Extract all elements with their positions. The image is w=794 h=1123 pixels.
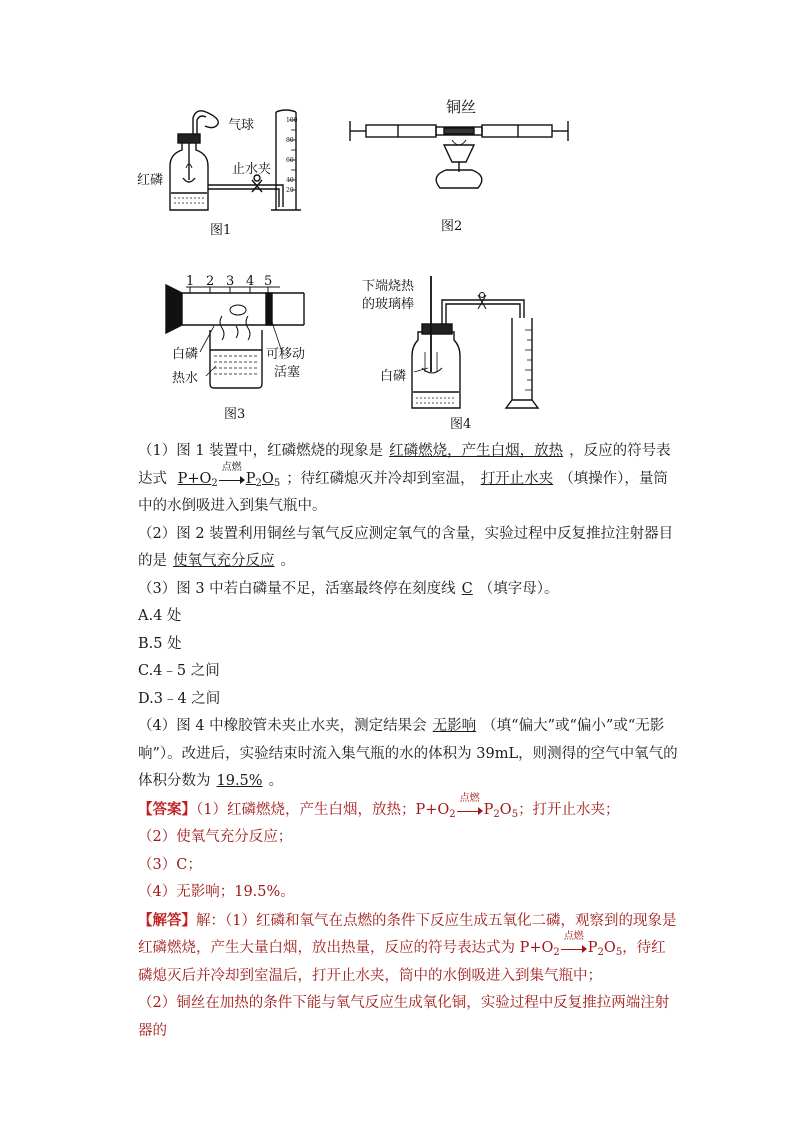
fig4-rod-label-1: 下端烧热 xyxy=(362,279,415,294)
figure-2 xyxy=(350,121,568,188)
reaction-arrow: 点燃 xyxy=(219,471,245,485)
fig3-scale-4: 4 xyxy=(246,274,255,289)
fig1-tick: 20 xyxy=(286,187,294,194)
fig3-scale-5: 5 xyxy=(264,274,273,289)
fig3-white-phosphorus-label: 白磷 xyxy=(172,347,199,362)
fig4-rod-label-2: 的玻璃棒 xyxy=(362,297,415,312)
answer-line-4: （4）无影响；19.5%。 xyxy=(138,884,295,900)
answer-tag: 【答案】 xyxy=(138,800,196,818)
analysis-paragraph: 【解答】解：（1）红磷和氧气在点燃的条件下反应生成五氧化二磷，观察到的现象是红磷燃烧，产生大量白烟，放出热量，反应的符号表达式为 $P+O_2$ 点燃 $P_2O_5$，待红磷熄灭后并冷却到室温后，打开止水夹，筒中的水倒吸进入到集气瓶中； xyxy=(138,911,677,984)
fig1-balloon-label: 气球 xyxy=(228,118,255,133)
fig1-tick: 80 xyxy=(286,137,294,144)
fig3-scale-3: 3 xyxy=(226,274,235,289)
question-2: （2）图 2 装置利用铜丝与氧气反应测定氧气的含量，实验过程中反复推拉注射器目的是 使氧气充分反应 。 xyxy=(138,525,674,569)
fig1-caption: 图1 xyxy=(210,223,232,238)
figure-4 xyxy=(412,276,538,408)
reaction-arrow: 点燃 xyxy=(457,802,483,816)
q3-option-a: A.4 处 xyxy=(138,608,182,624)
q1-blank-operation: 打开止水夹 xyxy=(480,470,554,487)
question-3: （3）图 3 中若白磷量不足，活塞最终停在刻度线 C （填字母）。 xyxy=(138,580,559,597)
answer-line-3: （3）C； xyxy=(138,856,202,873)
q3-option-c: C.4﹣5 之间 xyxy=(138,663,220,679)
question-4: （4）图 4 中橡胶管未夹止水夹，测定结果会 无影响 （填“偏大”或“偏小”或“无影响”）。改进后，实验结束时流入集气瓶的水的体积为 39mL，则测得的空气中氧气的体积分数为 19.5% 。 xyxy=(138,718,678,789)
fig4-caption: 图4 xyxy=(450,417,472,432)
experiment-figures xyxy=(0,0,794,440)
fig3-piston-label-2: 活塞 xyxy=(274,365,301,380)
analysis-tag: 【解答】 xyxy=(138,911,196,929)
fig3-caption: 图3 xyxy=(224,407,246,422)
fig1-phosphorus-label: 红磷 xyxy=(137,173,164,188)
answer-line-2: （2）使氧气充分反应； xyxy=(138,829,293,845)
question-1: （1）图 1 装置中，红磷燃烧的现象是 红磷燃烧，产生白烟，放热 ，反应的符号表达式 $P+O_2$ 点燃 $P_2O_5$ ；待红磷熄灭并冷却到室温， 打开止水夹 （填操作），量筒中的水倒吸进入到集气瓶中。 xyxy=(138,443,671,514)
fig1-tick: 60 xyxy=(286,157,294,164)
fig1-tick: 40 xyxy=(286,177,294,184)
q4-blank-effect: 无影响 xyxy=(432,718,477,734)
q3-option-d: D.3﹣4 之间 xyxy=(138,690,221,707)
q3-option-b: B.5 处 xyxy=(138,635,182,652)
q3-blank: C xyxy=(461,580,473,597)
analysis-paragraph-2: （2）铜丝在加热的条件下能与氧气反应生成氧化铜，实验过程中反复推拉两端注射器的 xyxy=(138,995,670,1039)
q1-blank-equation: $P+O_2$ 点燃 $P_2O_5$ xyxy=(177,461,281,489)
q4-blank-fraction: 19.5% xyxy=(216,773,263,789)
fig2-copper-label: 铜丝 xyxy=(446,98,477,116)
question-content xyxy=(138,438,678,1045)
fig3-scale-2: 2 xyxy=(206,274,215,289)
fig3-piston-label-1: 可移动 xyxy=(266,347,306,362)
q2-blank: 使氧气充分反应 xyxy=(173,553,275,569)
fig4-white-phosphorus-label: 白磷 xyxy=(380,369,407,384)
fig3-scale-1: 1 xyxy=(186,274,195,289)
reaction-arrow: 点燃 xyxy=(561,940,587,954)
fig3-hot-water-label: 热水 xyxy=(172,371,199,386)
answer-line-1: 【答案】（1）红磷燃烧，产生白烟，放热；$P+O_2$ 点燃 $P_2O_5$；打开止水夹； xyxy=(138,792,620,820)
q1-blank-phenomenon: 红磷燃烧，产生白烟，放热 xyxy=(389,443,564,459)
fig2-caption: 图2 xyxy=(441,219,463,234)
fig1-tick: 100 xyxy=(286,117,298,124)
fig1-clamp-label: 止水夹 xyxy=(232,162,272,177)
